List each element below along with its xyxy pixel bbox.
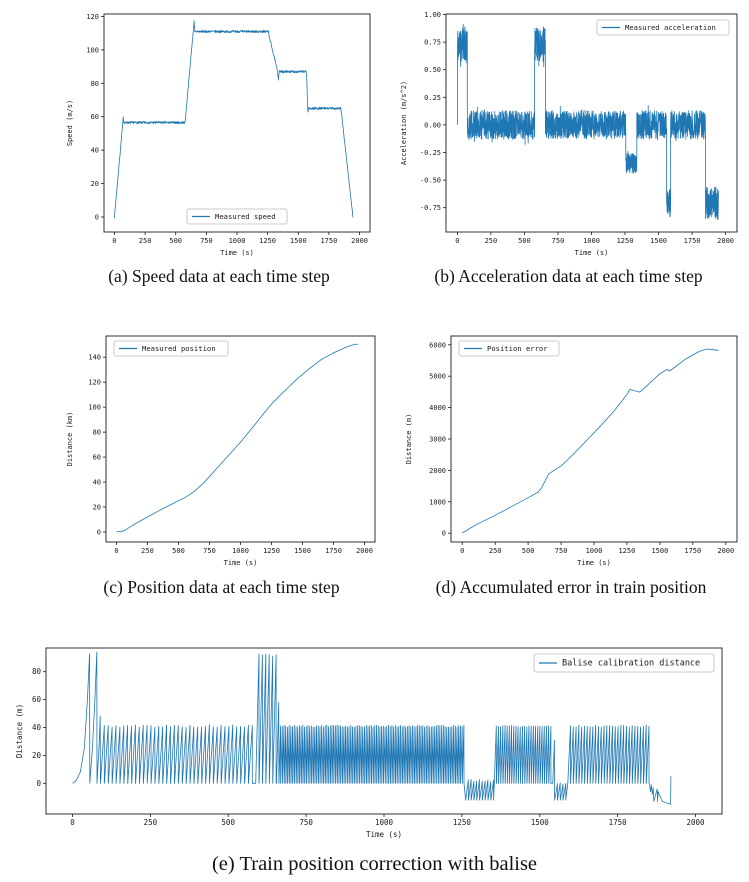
svg-text:2000: 2000 [717,237,735,245]
svg-text:140: 140 [88,353,101,362]
svg-text:5000: 5000 [429,372,446,381]
svg-text:40: 40 [92,478,101,487]
svg-text:0: 0 [455,237,460,245]
svg-text:100: 100 [86,46,99,55]
svg-text:1500: 1500 [289,237,307,245]
svg-text:1500: 1500 [530,818,549,827]
svg-text:Acceleration (m/s^2): Acceleration (m/s^2) [400,80,408,166]
position-error-chart-canvas [395,322,747,574]
svg-text:Distance (m): Distance (m) [15,703,24,759]
svg-text:750: 750 [203,547,216,555]
svg-text:60: 60 [92,453,101,462]
svg-text:0: 0 [70,818,75,827]
svg-text:500: 500 [221,818,235,827]
svg-text:Distance (km): Distance (km) [66,411,74,467]
caption-acceleration-chart: (b) Acceleration data at each time step [434,266,703,286]
svg-text:1500: 1500 [294,547,311,555]
svg-text:250: 250 [488,547,502,555]
svg-text:Time (s): Time (s) [574,249,609,257]
svg-text:1000: 1000 [228,237,246,245]
position-chart-canvas [58,322,385,574]
svg-text:500: 500 [172,547,185,555]
svg-text:2000: 2000 [717,547,735,555]
svg-text:40: 40 [90,146,99,155]
svg-text:80: 80 [90,79,99,88]
svg-text:80: 80 [31,667,41,677]
svg-text:1750: 1750 [325,547,342,555]
svg-text:0: 0 [94,213,99,222]
svg-text:Position error: Position error [487,344,548,354]
acceleration-chart-canvas [390,2,747,264]
svg-text:Balise calibration distance: Balise calibration distance [562,658,701,669]
svg-text:Measured position: Measured position [142,344,216,354]
speed-chart-canvas [58,2,380,264]
svg-text:Measured acceleration: Measured acceleration [625,23,716,33]
svg-text:1250: 1250 [616,237,634,245]
svg-text:Time (s): Time (s) [220,249,254,257]
svg-text:0: 0 [96,528,101,537]
svg-text:Distance (m): Distance (m) [405,413,413,465]
svg-text:500: 500 [518,237,531,245]
svg-text:1000: 1000 [583,237,600,245]
svg-text:1750: 1750 [608,818,627,827]
svg-text:1250: 1250 [259,237,277,245]
svg-text:1250: 1250 [618,547,636,555]
svg-text:750: 750 [551,237,565,245]
svg-text:80: 80 [92,428,101,437]
svg-text:1000: 1000 [585,547,603,555]
svg-text:2000: 2000 [429,466,446,475]
svg-text:0.75: 0.75 [424,38,441,47]
svg-text:Speed (m/s): Speed (m/s) [66,99,74,147]
svg-text:2000: 2000 [356,547,373,555]
svg-text:-0.75: -0.75 [419,204,441,213]
svg-text:1750: 1750 [320,237,338,245]
svg-text:0: 0 [441,529,446,538]
svg-text:20: 20 [31,750,41,760]
svg-text:4000: 4000 [429,404,446,413]
svg-text:1.00: 1.00 [424,11,441,20]
svg-text:1750: 1750 [683,237,701,245]
svg-text:20: 20 [90,180,99,189]
svg-text:0: 0 [460,547,465,555]
caption-speed-chart: (a) Speed data at each time step [108,266,330,286]
svg-text:750: 750 [554,547,568,555]
svg-text:250: 250 [143,818,158,827]
svg-text:250: 250 [141,547,154,555]
svg-text:6000: 6000 [429,341,446,350]
svg-text:Time (s): Time (s) [577,559,611,567]
svg-text:1500: 1500 [651,547,669,555]
caption-balise-chart: (e) Train position correction with balise [211,853,538,875]
svg-text:0: 0 [36,778,41,788]
caption-error-chart: (d) Accumulated error in train position [435,577,707,597]
svg-text:60: 60 [90,113,99,122]
svg-text:750: 750 [200,237,213,245]
svg-text:3000: 3000 [429,435,446,444]
balise-calibration-chart-canvas [12,638,736,848]
svg-text:0: 0 [112,237,117,245]
svg-text:750: 750 [299,818,313,827]
svg-text:Measured speed: Measured speed [215,212,276,222]
svg-text:1000: 1000 [429,498,446,507]
svg-text:250: 250 [138,237,152,245]
svg-text:0: 0 [114,547,119,555]
svg-text:0.50: 0.50 [424,66,441,75]
svg-text:40: 40 [31,723,41,732]
svg-text:1250: 1250 [452,818,471,827]
svg-text:120: 120 [88,378,101,387]
svg-text:1000: 1000 [232,547,249,555]
svg-text:120: 120 [86,13,99,21]
svg-text:0.25: 0.25 [424,93,441,102]
svg-text:0.00: 0.00 [424,121,441,130]
svg-text:-0.50: -0.50 [419,176,441,185]
svg-text:2000: 2000 [351,237,369,245]
caption-position-chart: (c) Position data at each time step [103,577,340,597]
svg-text:100: 100 [88,403,101,412]
svg-text:1750: 1750 [684,547,702,555]
svg-text:1000: 1000 [374,818,394,827]
svg-text:Time (s): Time (s) [223,559,258,567]
svg-text:20: 20 [92,503,101,512]
svg-text:250: 250 [484,237,498,245]
svg-text:1250: 1250 [263,547,280,555]
svg-text:-0.25: -0.25 [419,149,441,157]
svg-text:60: 60 [31,695,41,705]
svg-text:Time (s): Time (s) [365,830,403,839]
svg-text:500: 500 [169,237,183,245]
svg-text:1500: 1500 [650,237,668,245]
svg-text:2000: 2000 [686,818,705,827]
svg-text:500: 500 [521,547,535,555]
